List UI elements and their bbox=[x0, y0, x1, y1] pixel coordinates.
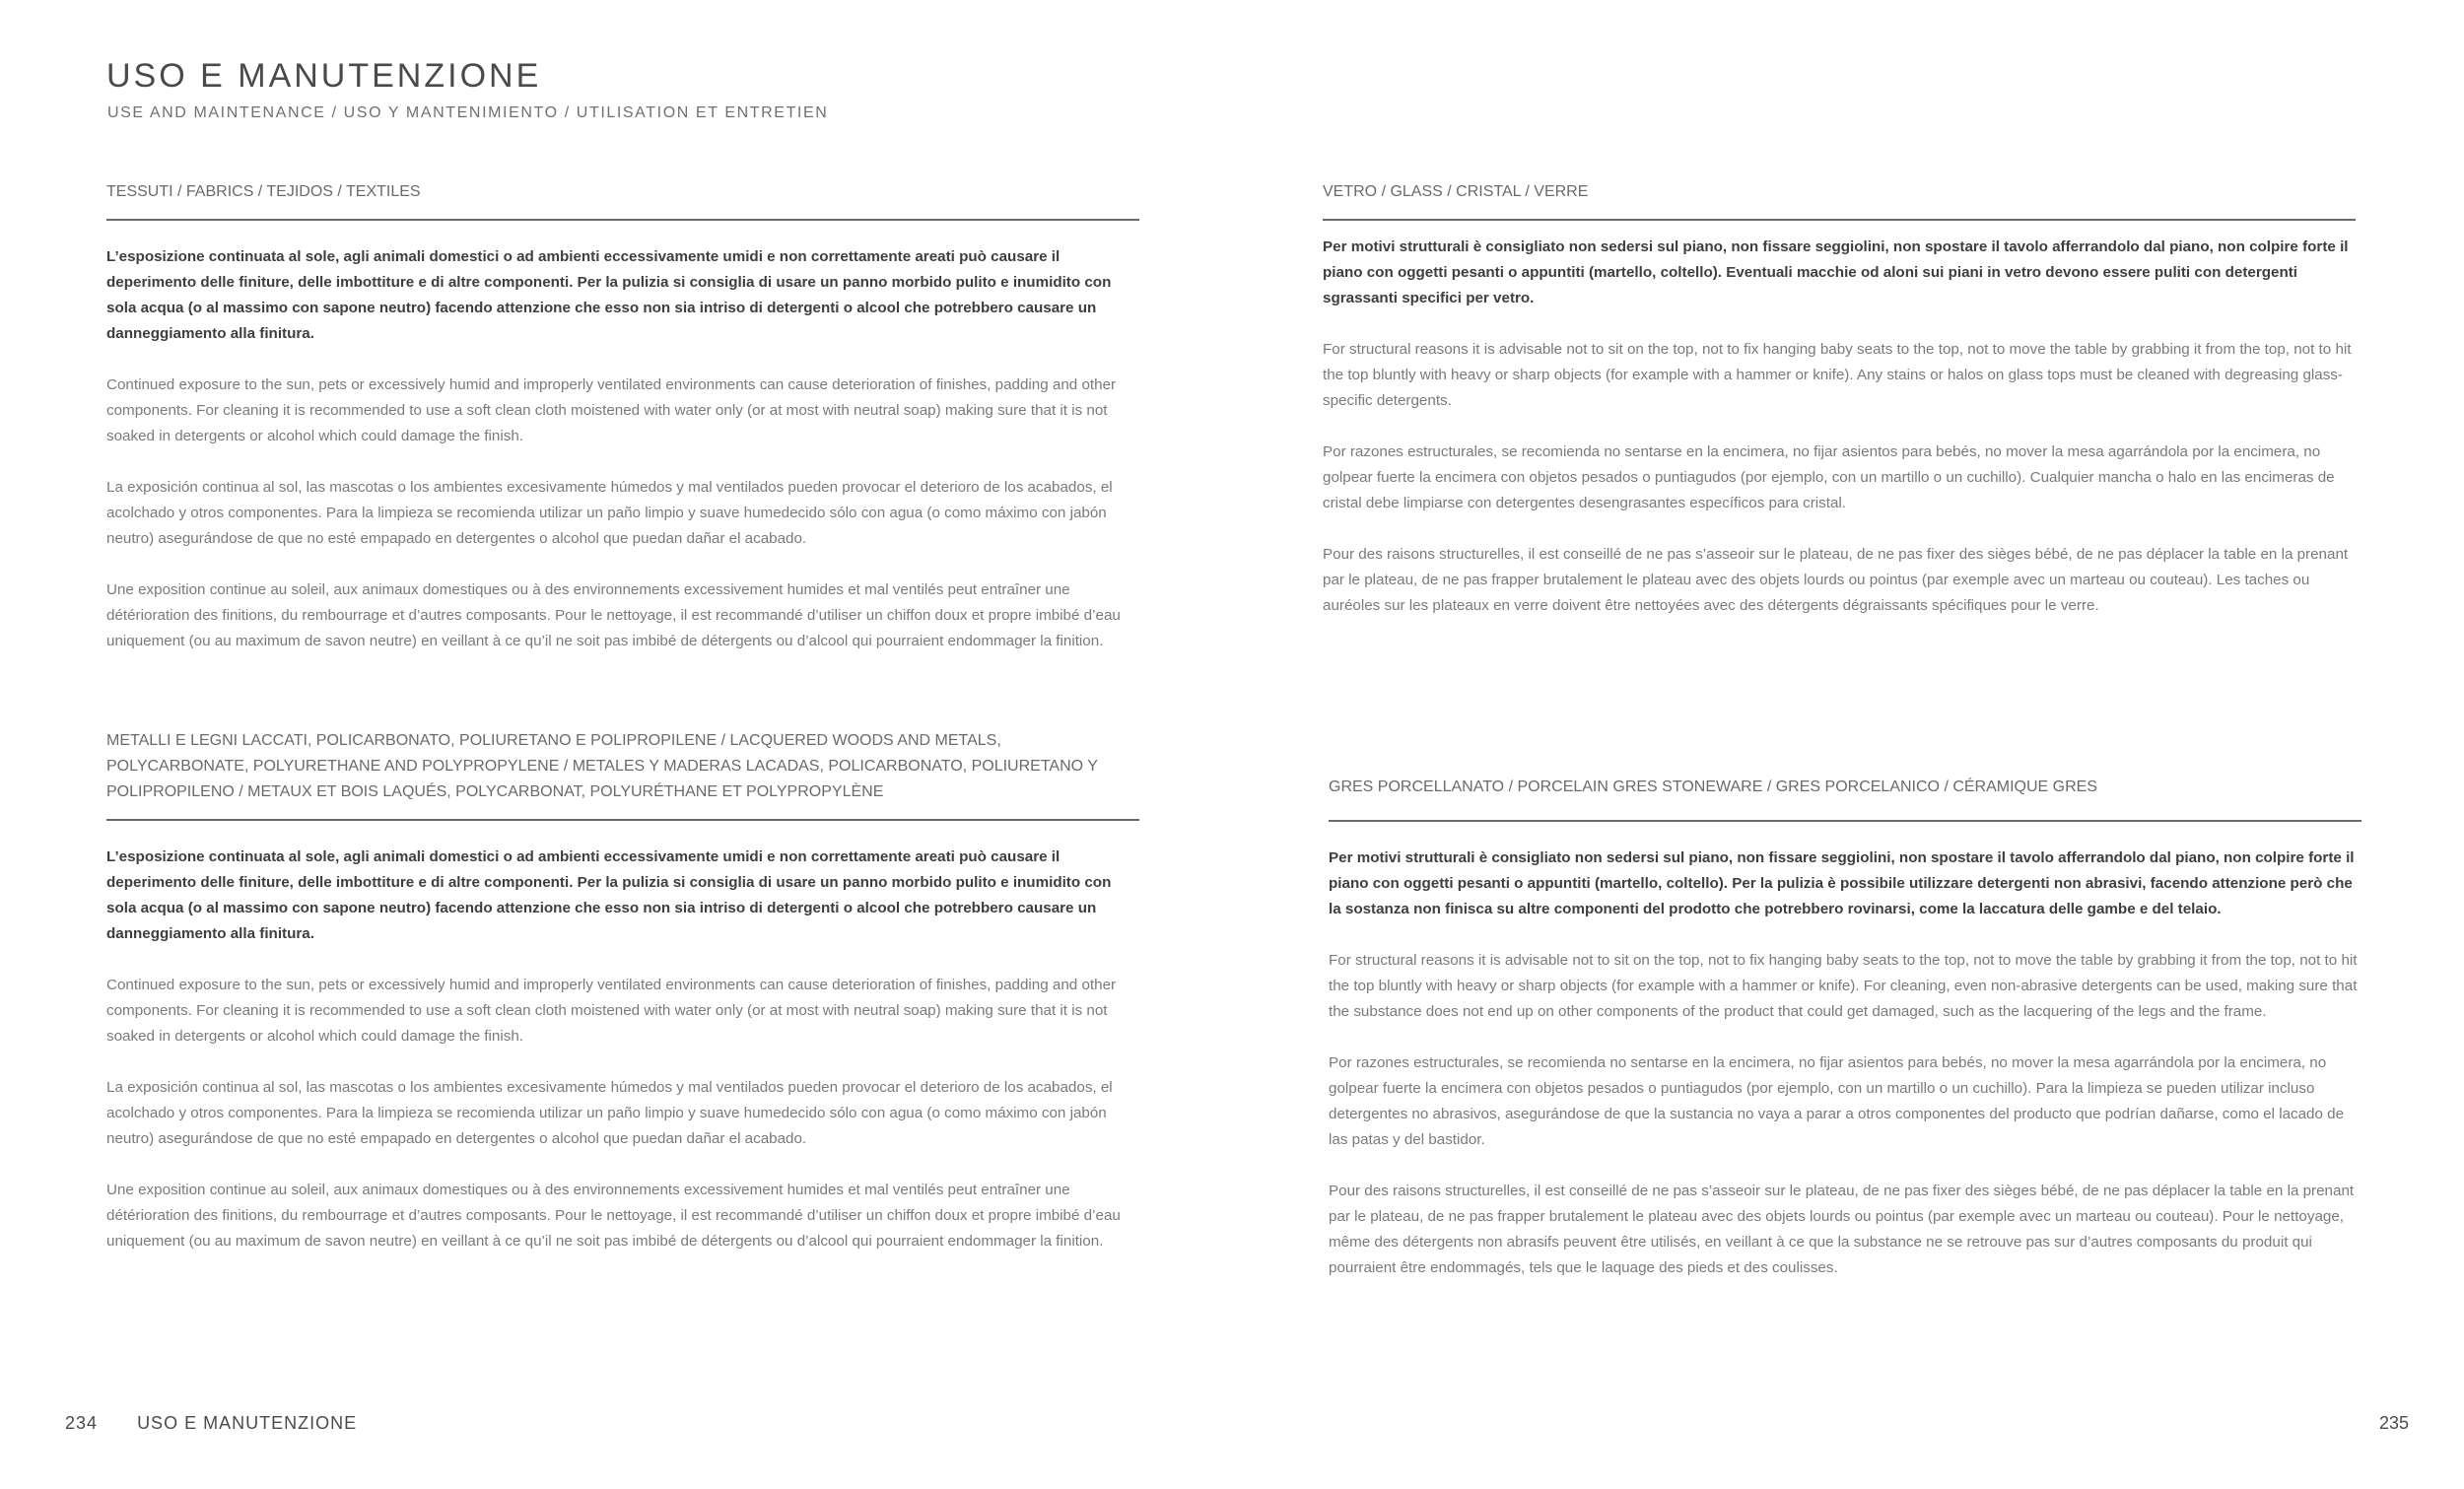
page-number-right: 235 bbox=[2378, 1413, 2409, 1433]
section-glass bbox=[1323, 179, 2356, 619]
footer-label: USO E MANUTENZIONE bbox=[137, 1413, 358, 1433]
gres-text-es: Por razones estructurales, se recomienda no sentarse en la encimera, no fijar asientos para bebés, no mover la mesa agarrándola por la encimera, no golpear fuerte la encimera con objetos pesados o puntiagudos (por ejemplo, con un martillo o un cuchillo). Para la limpieza se pueden utilizar incluso detergentes no abrasivos, asegurándose de que la sustancia no vaya a parar a otros componentes del producto que podrían dañarse, como el lacado de las patas y del bastidor. bbox=[1329, 1054, 2345, 1148]
section-heading-glass: VETRO / GLASS / CRISTAL / VERRE bbox=[1323, 179, 2356, 221]
fabrics-text-it: L’esposizione continuata al sole, agli animali domestici o ad ambienti eccessivamente umidi e non correttamente areati può causare il deperimento delle finiture, delle imbottiture e di altre componenti. Per la pulizia si consiglia di usare un panno morbido pulito e inumidito con sola acqua (o al massimo con sapone neutro) facendo attenzione che esso non sia intriso di detergenti o alcool che potrebbero causare un danneggiamento alla finitura. bbox=[106, 248, 1112, 342]
page-number-left: 234 bbox=[65, 1413, 99, 1433]
section-gres bbox=[1329, 775, 2361, 1281]
footer-left bbox=[65, 1413, 357, 1434]
gres-text-it: Per motivi strutturali è consigliato non sedersi sul piano, non fissare seggiolini, non spostare il tavolo afferrandolo dal piano, non colpire forte il piano con oggetti pesanti o appuntiti (martello, coltello). Per la pulizia è possibile utilizzare detergenti non abrasivi, facendo attenzione però che la sostanza non finisca su altre componenti del prodotto che potrebbero rovinarsi, come la laccatura delle gambe e del telaio. bbox=[1329, 849, 2355, 917]
section-metals bbox=[106, 728, 1139, 1254]
page-subtitle: USE AND MAINTENANCE / USO Y MANTENIMIENTO / UTILISATION ET ENTRETIEN bbox=[107, 104, 829, 121]
page-title: USO E MANUTENZIONE bbox=[106, 57, 542, 95]
gres-text-fr: Pour des raisons structurelles, il est conseillé de ne pas s’asseoir sur le plateau, de ne pas fixer des sièges bébé, de ne pas déplacer la table en la prenant par le plateau, de ne pas frapper brutalement le plateau avec des objets lourds ou pointus (par exemple avec un marteau ou couteau). Pour le nettoyage, même des détergents non abrasifs peuvent être utilisés, en veillant à ce que la substance ne se retrouve pas sur d’autres composants du produit qui pourraient être endommagés, tels que le laquage des pieds et des coulisses. bbox=[1329, 1183, 2355, 1276]
metals-text-en: Continued exposure to the sun, pets or excessively humid and improperly ventilated environments can cause deterioration of finishes, padding and other components. For cleaning it is recommended to use a soft clean cloth moistened with water only (or at most with neutral soap) making sure that it is not soaked in detergents or alcohol which could damage the finish. bbox=[106, 977, 1117, 1045]
metals-text-fr: Une exposition continue au soleil, aux animaux domestiques ou à des environnements excessivement humides et mal ventilés peut entraîner une détérioration des finitions, du rembourrage et d’autres composants. Pour le nettoyage, il est recommandé d’utiliser un chiffon doux et propre imbibé d’eau uniquement (ou au maximum de savon neutre) en veillant à ce qu’il ne soit pas imbibé de détergents ou d’alcool qui pourraient endommager la finition. bbox=[106, 1182, 1121, 1250]
metals-text-it: L’esposizione continuata al sole, agli animali domestici o ad ambienti eccessivamente umidi e non correttamente areati può causare il deperimento delle finiture, delle imbottiture e di altre componenti. Per la pulizia si consiglia di usare un panno morbido pulito e inumidito con sola acqua (o al massimo con sapone neutro) facendo attenzione che esso non sia intriso di detergenti o alcool che potrebbero causare un danneggiamento alla finitura. bbox=[106, 848, 1112, 942]
metals-text-es: La exposición continua al sol, las mascotas o los ambientes excesivamente húmedos y mal ventilados pueden provocar el deterioro de los acabados, el acolchado y otros componentes. Para la limpieza se recomienda utilizar un paño limpio y suave humedecido sólo con agua (o como máximo con jabón neutro) asegurándose de que no esté empapado en detergentes o alcohol que puedan dañar el acabado. bbox=[106, 1079, 1113, 1147]
section-heading-gres: GRES PORCELLANATO / PORCELAIN GRES STONEWARE / GRES PORCELANICO / CÉRAMIQUE GRES bbox=[1329, 775, 2361, 822]
fabrics-text-en: Continued exposure to the sun, pets or excessively humid and improperly ventilated environments can cause deterioration of finishes, padding and other components. For cleaning it is recommended to use a soft clean cloth moistened with water only (or at most with neutral soap) making sure that it is not soaked in detergents or alcohol which could damage the finish. bbox=[106, 376, 1117, 444]
section-fabrics bbox=[106, 179, 1139, 654]
fabrics-text-es: La exposición continua al sol, las mascotas o los ambientes excesivamente húmedos y mal ventilados pueden provocar el deterioro de los acabados, el acolchado y otros componentes. Para la limpieza se recomienda utilizar un paño limpio y suave humedecido sólo con agua (o como máximo con jabón neutro) asegurándose de que no esté empapado en detergentes o alcohol que puedan dañar el acabado. bbox=[106, 479, 1113, 547]
fabrics-text-fr: Une exposition continue au soleil, aux animaux domestiques ou à des environnements excessivement humides et mal ventilés peut entraîner une détérioration des finitions, du rembourrage et d’autres composants. Pour le nettoyage, il est recommandé d’utiliser un chiffon doux et propre imbibé d’eau uniquement (ou au maximum de savon neutre) en veillant à ce qu’il ne soit pas imbibé de détergents ou d’alcool qui pourraient endommager la finition. bbox=[106, 581, 1121, 649]
glass-text-en: For structural reasons it is advisable not to sit on the top, not to fix hanging baby seats to the top, not to move the table by grabbing it from the top, not to hit the top bluntly with heavy or sharp objects (for example with a hammer or knife). Any stains or halos on glass tops must be cleaned with degreasing glass-specific detergents. bbox=[1323, 341, 2352, 409]
glass-text-fr: Pour des raisons structurelles, il est conseillé de ne pas s’asseoir sur le plateau, de ne pas fixer des sièges bébé, de ne pas déplacer la table en la prenant par le plateau, de ne pas frapper brutalement le plateau avec des objets lourds ou pointus (par exemple avec un marteau ou couteau). Les taches ou auréoles sur les plateaux en verre doivent être nettoyées avec des détergents dégraissants spécifiques pour le verre. bbox=[1323, 546, 2349, 614]
gres-text-en: For structural reasons it is advisable not to sit on the top, not to fix hanging baby seats to the top, not to move the table by grabbing it from the top, not to hit the top bluntly with heavy or sharp objects (for example with a hammer or knife). For cleaning, even non-abrasive detergents can be used, making sure that the substance does not end up on other components of the product that could get damaged, such as the lacquering of the legs and the frame. bbox=[1329, 952, 2358, 1020]
section-heading-metals: METALLI E LEGNI LACCATI, POLICARBONATO, POLIURETANO E POLIPROPILENE / LACQUERED WOODS AND METALS, POLYCARBONATE, POLYURETHANE AND POLYPROPYLENE / METALES Y MADERAS LACADAS, POLICARBONATO, POLIURETANO Y POLIPROPILENO / METAUX ET BOIS LAQUÉS, POLYCARBONAT, POLYURÉTHANE ET POLYPROPYLÈNE bbox=[106, 728, 1139, 821]
section-heading-fabrics: TESSUTI / FABRICS / TEJIDOS / TEXTILES bbox=[106, 179, 1139, 221]
glass-text-it: Per motivi strutturali è consigliato non sedersi sul piano, non fissare seggiolini, non spostare il tavolo afferrandolo dal piano, non colpire forte il piano con oggetti pesanti o appuntiti (martello, coltello). Eventuali macchie od aloni sui piani in vetro devono essere puliti con detergenti sgrassanti specifici per vetro. bbox=[1323, 238, 2349, 306]
glass-text-es: Por razones estructurales, se recomienda no sentarse en la encimera, no fijar asientos para bebés, no mover la mesa agarrándola por la encimera, no golpear fuerte la encimera con objetos pesados o puntiagudos (por ejemplo, con un martillo o un cuchillo). Cualquier mancha o halo en las encimeras de cristal debe limpiarse con detergentes desengrasantes específicos para cristal. bbox=[1323, 443, 2335, 511]
